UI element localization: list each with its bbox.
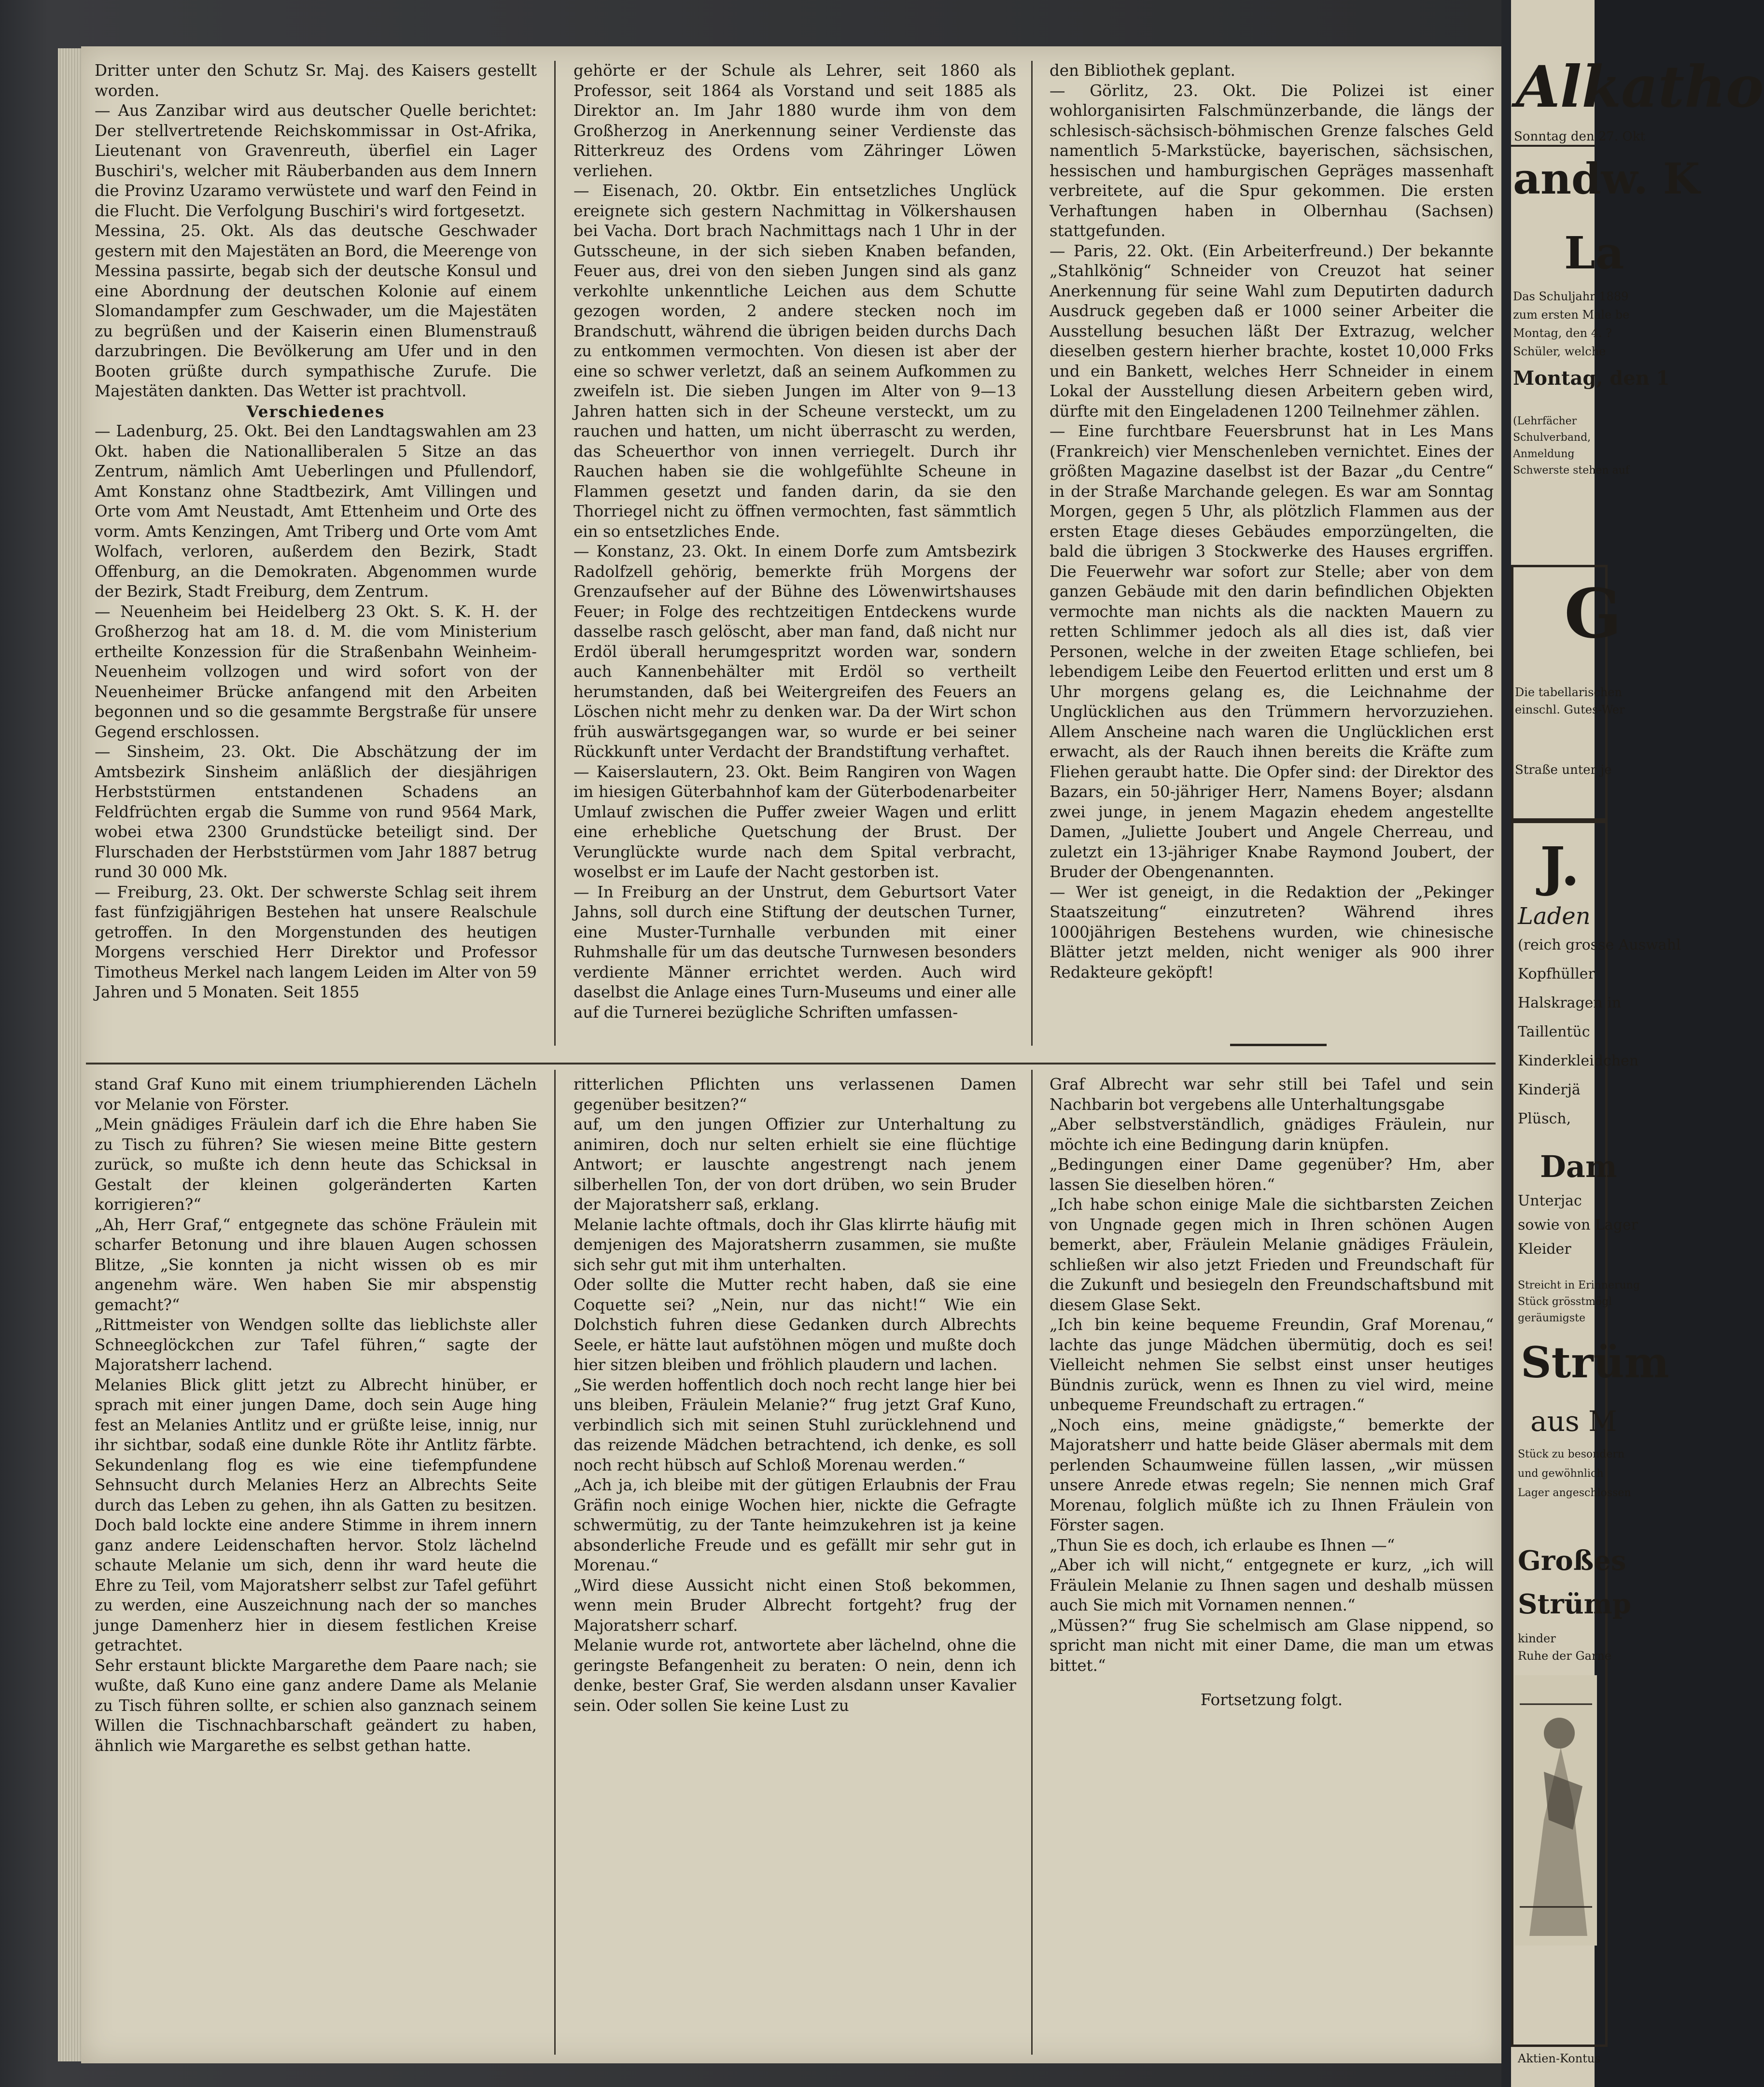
end-rule — [1230, 1044, 1327, 1046]
article-paragraph: „Aber ich will nicht,“ entgegnete er kurz, „ich will Fräulein Melanie zu Ihnen sagen und deshalb müssen auch Sie mich mit Vornamen nennen.“ — [1050, 1556, 1494, 1614]
article-paragraph: Dritter unter den Schutz Sr. Maj. des Kaisers gestellt worden. — [95, 61, 537, 100]
ad-text-line: sowie von Lager — [1518, 1217, 1638, 1233]
column-rule-2 — [1031, 61, 1033, 1046]
adjacent-page-strip — [1511, 0, 1764, 2087]
feuilleton-column-3 — [1050, 1075, 1494, 2055]
article-paragraph: Messina, 25. Okt. Als das deutsche Geschwader gestern mit den Majestäten an Bord, die Meerenge von Messina passirte, begab sich der deutsche Konsul und eine Abordnung der deutschen Kolonie auf einem Slomandampfer zum Geschwader, um die Majestäten zu begrüßen und der Kaiserin einen Blumenstrauß darzubringen. Die Bevölkerung am Ufer und in den Booten grüßte durch sympathische Zurufe. Die Majestäten dankten. Das Wetter ist prachtvoll. — [95, 222, 537, 400]
ad-text-line: Streicht in Erinnerung — [1518, 1279, 1640, 1291]
article-paragraph: Oder sollte die Mutter recht haben, daß sie eine Coquette sei? „Nein, nur das nicht!“ Wie ein Dolchstich fuhren diese Gedanken durch Albrechts Seele, er hätte laut aufstöhnen mögen und mußte doch hier sitzen bleiben und fröhlich plaudern und lachen. — [574, 1275, 1016, 1374]
news-column-2 — [574, 61, 1016, 1036]
ad-text-line: Taillentüc — [1518, 1023, 1590, 1040]
article-paragraph: — In Freiburg an der Unstrut, dem Geburtsort Vater Jahns, soll durch eine Stiftung der deutschen Turner, eine Muster-Turnhalle verbunden mit einer Ruhmshalle für um das deutsche Turnwesen besonders verdiente Männer errichtet werden. Auch wird daselbst die Anlage eines Turn-Museums und einer alle auf die Turnerei bezügliche Schriften umfassen- — [574, 882, 1016, 1022]
article-paragraph: „Rittmeister von Wendgen sollte das lieblichste aller Schneeglöckchen zur Tafel führen,“ sagte der Majoratsherr lachend. — [95, 1316, 537, 1374]
article-paragraph: — Kaiserslautern, 23. Okt. Beim Rangiren von Wagen im hiesigen Güterbahnhof kam der Güterbodenarbeiter Umlauf zwischen die Puffer zweier Wagen und erlitt eine erhebliche Quetschung der Brust. Der Verunglückte wurde nach dem Spital verbracht, woselbst er im Laufe der Nacht gestorben ist. — [574, 762, 1016, 881]
big-letters-la: La — [1564, 227, 1624, 279]
page-stack-edge — [58, 48, 82, 2061]
news-column-3 — [1050, 61, 1494, 1036]
ad-text-line: Schulverband, — [1513, 432, 1591, 444]
ad-text-line: Lager angeschlossen — [1518, 1487, 1631, 1499]
ad-text-line: Halskragen in — [1518, 994, 1622, 1011]
article-paragraph: Melanie lachte oftmals, doch ihr Glas klirrte häufig mit demjenigen des Majoratsherrn zusammen, sie mußte sich sehr gut mit ihm unterhalten. — [574, 1215, 1016, 1274]
column-rule-4 — [1031, 1070, 1033, 2055]
date-line: Sonntag den 27. Okt — [1514, 129, 1645, 144]
continuation-note: Fortsetzung folgt. — [1200, 1691, 1343, 1709]
ad-text-line: Die tabellarischen — [1515, 686, 1622, 699]
article-paragraph: — Freiburg, 23. Okt. Der schwerste Schlag seit ihrem fast fünfzigjährigen Bestehen hat unsere Realschule getroffen. In den Morgenstunden des heutigen Morgens verschied Herr Direktor und Professor Timotheus Merkel nach langem Leiden im Alter von 59 Jahren und 5 Monaten. Seit 1855 — [95, 882, 537, 1001]
street-line: Straße unter je — [1515, 763, 1612, 777]
article-paragraph: — Konstanz, 23. Okt. In einem Dorfe zum Amtsbezirk Radolfzell gehörig, bemerkte früh Morgens der Grenzaufseher auf der Bühne des Löwenwirtshauses Feuer; in Folge des rechtzeitigen Entdeckens wurde dasselbe rasch gelöscht, aber man fand, daß nicht nur Erdöl überall herumgespritzt worden war, sondern auch Kannenbehälter mit Erdöl so vertheilt herumstanden, daß bei Weitergreifen des Feuers an Löschen nicht mehr zu denken war. Da der Wirt schon früh auswärtsgegangen war, so wurde er bei seiner Rückkunft unter Verdacht der Brandstiftung verhaftet. — [574, 542, 1016, 761]
article-paragraph: — Aus Zanzibar wird aus deutscher Quelle berichtet: Der stellvertretende Reichskommissar in Ost-Afrika, Lieutenant von Gravenreuth, überfiel ein Lager Buschiri's, welcher mit Räuberbanden aus dem Innern die Provinz Uzaramo verwüstete und warf den Feind in die Flucht. Die Verfolgung Buschiri's wird fortgesetzt. — [95, 101, 537, 220]
feuilleton-column-1 — [95, 1075, 537, 2055]
article-paragraph: „Müssen?“ frug Sie schelmisch am Glase nippend, so spricht man nicht mit einer Dame, die man um etwas bittet.“ — [1050, 1616, 1494, 1675]
article-paragraph: „Ach ja, ich bleibe mit der gütigen Erlaubnis der Frau Gräfin noch einige Wochen hier, nickte die Gefragte schwermütig, zu der Tante heimzukehren ist ja keine absonderliche Freude und es gefällt mir sehr gut in Morenau.“ — [574, 1476, 1016, 1574]
article-paragraph: den Bibliothek geplant. — [1050, 61, 1235, 80]
article-paragraph: — Görlitz, 23. Okt. Die Polizei ist einer wohlorganisirten Falschmünzerbande, die längs der schlesisch-sächsisch-böhmischen Grenze falsches Geld namentlich 5-Markstücke, bayerischen, sächsischen, hessischen und hamburgischen Gepräges massenhaft verbreitete, auf die Spur gekommen. Die ersten Verhaftungen haben in Olbernhau (Sachsen) stattgefunden. — [1050, 81, 1494, 240]
ad-text-line: Anmeldung — [1513, 448, 1575, 460]
article-paragraph: „Aber selbstverständlich, gnädiges Fräulein, nur möchte ich eine Bedingung darin knüpfen. — [1050, 1115, 1494, 1154]
article-paragraph: — Ladenburg, 25. Okt. Bei den Landtagswahlen am 23 Okt. haben die Nationalliberalen 5 Sitze an das Zentrum, nämlich Amt Ueberlingen und Pfullendorf, Amt Konstanz ohne Stadtbezirk, Amt Villingen und Orte vom Amt Neustadt, Amt Ettenheim und Orte des vorm. Amts Kenzingen, Amt Triberg und Orte vom Amt Wolfach, verloren, außerdem den Bezirk, Stadt Offenburg, an die Demokraten. Abgenommen wurde der Bezirk, Stadt Freiburg, dem Zentrum. — [95, 422, 537, 601]
struem-line: Strüm — [1521, 1337, 1669, 1387]
article-paragraph: Sehr erstaunt blickte Margarethe dem Paare nach; sie wußte, daß Kuno eine ganz andere Dame als Melanie zu Tisch führen sollte, er schien also ganznach seinem Willen die Tischnachbarschaft geändert zu haben, ähnlich wie Margarethe es selbst gethan hatte. — [95, 1656, 537, 1755]
article-paragraph: — Paris, 22. Okt. (Ein Arbeiterfreund.) Der bekannte „Stahlkönig“ Schneider von Creuzot hat seiner Anerkennung für seine Wahl zum Deputirten dadurch Ausdruck gegeben daß er 1000 seiner Arbeiter die Ausstellung besuchen läßt Der Extrazug, welcher dieselben gestern hierher brachte, kostet 10,000 Frks und ein Bankett, welches Herr Schneider in einem Lokal der Ausstellung diesen Arbeitern geben wird, dürfte mit den Eingeladenen 1200 Teilnehmer zählen. — [1050, 241, 1494, 420]
article-paragraph: — Eine furchtbare Feuersbrunst hat in Les Mans (Frankreich) vier Menschenleben vernichtet. Eines der größten Magazine daselbst ist der Bazar „du Centre“ in der Straße Marchande gelegen. Es war am Sonntag Morgen, gegen 5 Uhr, als plötzlich Flammen aus der ersten Etage dieses Gebäudes emporzüngelten, die bald die übrigen 3 Stockwerke des Hauses ergriffen. Die Feuerwehr war sofort zur Stelle; aber von dem ganzen Gebäude mit den darin befindlichen Objekten vermochte man nichts als die nackten Mauern zu retten Schlimmer jedoch als all dies ist, daß vier Personen, welche in der zweiten Etage schliefen, bei lebendigem Leibe den Feuertod erlitten und erst um 8 Uhr morgens gelang es, die Leichnahme der Unglücklichen aus den Trümmern hervorzuziehen. Allem Anscheine nach waren die Unglücklichen erst erwacht, als der Rauch ihnen bereits die Kräfte zum Fliehen geraubt hatte. Die Opfer sind: der Direktor des Bazars, ein 50-jähriger Herr, Namens Boyer; alsdann zwei junge, in jenem Magazin ehedem angestellte Damen, „Juliette Joubert und Angele Cherreau, und zuletzt ein 13-jähriger Knabe Raymond Joubert, der Bruder der Obengenannten. — [1050, 422, 1494, 881]
title-fragment: andw. K — [1513, 154, 1700, 204]
ad-text-line: Unterjac — [1518, 1192, 1582, 1209]
ad-text-line: Schüler, welche — [1513, 345, 1606, 358]
struemp-line: Strümp — [1518, 1588, 1631, 1620]
feuilleton-divider — [86, 1063, 1496, 1065]
ad-text-line: Kopfhüller — [1518, 966, 1595, 982]
article-paragraph: stand Graf Kuno mit einem triumphierenden Lächeln vor Melanie von Förster. — [95, 1075, 537, 1114]
article-paragraph: „Ah, Herr Graf,“ entgegnete das schöne Fräulein mit scharfer Betonung und ihre blauen Augen schossen Blitze, „Sie konnten ja nicht wissen ob es mir angenehm wäre. Wen haben Sie mir abspenstig gemacht?“ — [95, 1215, 537, 1314]
article-paragraph: — Wer ist geneigt, in die Redaktion der „Pekinger Staatszeitung“ einzutreten? Während ihres 1000jährigen Bestehens wurden, wie chinesische Blätter jetzt melden, nicht weniger als 900 ihrer Redakteure geköpft! — [1050, 882, 1494, 981]
grosses-line: Großes — [1518, 1545, 1626, 1577]
aus-line: aus M — [1530, 1405, 1617, 1438]
binding-gap — [1501, 0, 1512, 2087]
advertisement-illustration — [1515, 1675, 1597, 1946]
ad-text-line: einschl. Gutes-Wer — [1515, 703, 1625, 716]
article-paragraph: „Ich habe schon einige Male die sichtbarsten Zeichen von Ungnade gegen mich in Ihren schönen Augen bemerkt, aber, Fräulein Melanie gnädiges Fräulein, schließen wir also jetzt Frieden und Freundschaft für die Zukunft und besiegeln den Freundschaftsbund mit diesem Glase Sekt. — [1050, 1195, 1494, 1314]
ad-text-line: Kleider — [1518, 1241, 1571, 1258]
article-paragraph: „Sie werden hoffentlich doch noch recht lange hier bei uns bleiben, Fräulein Melanie?“ frug jetzt Graf Kuno, verbindlich sich mit seinen Stuhl zurücklehnend und das reizende Mädchen betrachtend, ich denke, es soll noch recht hübsch auf Schloß Morenau werden.“ — [574, 1375, 1016, 1474]
article-paragraph: „Mein gnädiges Fräulein darf ich die Ehre haben Sie zu Tisch zu führen? Sie wiesen meine Bitte gestern zurück, so mußte ich denn heute das Schicksal in Gestalt der kleinen golgeränderten Karten korrigieren?“ — [95, 1115, 537, 1214]
column-rule-3 — [554, 1070, 556, 2055]
article-paragraph: „Thun Sie es doch, ich erlaube es Ihnen —“ — [1050, 1536, 1395, 1555]
section-heading: Verschiedenes — [246, 402, 385, 421]
bottom-line: Aktien-Kontus — [1518, 2052, 1601, 2065]
ad-text-line: Plüsch, — [1518, 1110, 1571, 1127]
ad-text-line: Stück grösstmögl — [1518, 1296, 1612, 1308]
newspaper-page — [81, 46, 1503, 2063]
article-paragraph: „Ich bin keine bequeme Freundin, Graf Morenau,“ lachte das junge Mädchen übermütig, doch es sei! Vielleicht nehmen Sie selbst einst unser heutiges Bündnis zurück, wenn es Ihnen zu viel wird, meine unbequeme Freundschaft zu ertragen.“ — [1050, 1316, 1494, 1414]
ad-text-line: Das Schuljahr 1889 — [1513, 290, 1629, 303]
dam-line: Dam — [1540, 1149, 1617, 1184]
article-paragraph: — Sinsheim, 23. Okt. Die Abschätzung der im Amtsbezirk Sinsheim anläßlich der diesjährigen Herbststürmen entstandenen Schadens an Feldfrüchten ergab die Summe von rund 9564 Mark, wobei etwa 2300 Grundstücke beteiligt sind. Der Flurschaden der Herbststürmen vom Jahr 1887 betrug rund 30 000 Mk. — [95, 742, 537, 881]
article-paragraph: — Eisenach, 20. Oktbr. Ein entsetzliches Unglück ereignete sich gestern Nachmittag in Völkershausen bei Vacha. Dort brach Nachmittags nach 1 Uhr in der Gutsscheune, in der sich sieben Knaben befanden, Feuer aus, drei von den sieben Jungen sind als ganz verkohlte unkenntliche Leichen aus dem Schutte gezogen worden, 2 andere stecken noch im Brandschutt, während die übrigen beiden durchs Dach zu entkommen vermochten. Von diesen ist aber der eine so schwer verletzt, daß an seinem Aufkommen zu zweifeln ist. Die sieben Jungen im Alter von 9—13 Jahren hatten sich in der Scheune versteckt, um zu rauchen und hatten, um nicht überrascht zu werden, das Scheuerthor von innen verriegelt. Durch ihr Rauchen haben sie die wohlgefühlte Scheune in Flammen gesetzt und fanden darin, da sie den Thorriegel nicht zu öffnen vermochten, fast sämmtlich ein so entsetzliches Ende. — [574, 182, 1016, 541]
article-paragraph: „Bedingungen einer Dame gegenüber? Hm, aber lassen Sie dieselben hören.“ — [1050, 1155, 1494, 1194]
big-letter-g: G — [1564, 574, 1622, 654]
column-rule-1 — [554, 61, 556, 1046]
ad-initial: J. — [1540, 835, 1580, 897]
ad-text-line: Kinderkleidchen — [1518, 1052, 1639, 1069]
article-paragraph: Melanies Blick glitt jetzt zu Albrecht hinüber, er sprach mit einer jungen Dame, doch sein Auge hing fest an Melanies Antlitz und er grüßte leise, innig, nur ihr sichtbar, sodaß eine dunkle Röte ihr Antlitz färbte. Sekundenlang flog es wie eine tiefempfundene Sehnsucht durch Melanies Herz an Albrechts Seite durch das Leben zu gehen, ihn als Gatten zu besitzen. Doch bald lockte eine andere Stimme in ihrem innern ganz andere Leidenschaften hervor. Stolz lächelnd schaute Melanie um sich, denn ihr ward heute die Ehre zu Teil, vom Majoratsherr selbst zur Tafel geführt zu werden, eine Auszeichnung nach der so manches junge Damenherz hier in diesem festlichen Kreise getrachtet. — [95, 1375, 537, 1654]
article-paragraph: auf, um den jungen Offizier zur Unterhaltung zu animiren, doch nur selten erhielt sie eine flüchtige Antwort; er lauschte angestrengt nach jenem silberhellen Ton, der von dort drüben, wo sein Bruder der Majoratsherr saß, erklang. — [574, 1115, 1016, 1214]
ad-text-line: Montag, den 4. ? — [1513, 326, 1612, 340]
article-paragraph: ritterlichen Pflichten uns verlassenen Damen gegenüber besitzen?“ — [574, 1075, 1016, 1114]
ad-text-line: (Lehrfächer — [1513, 415, 1577, 427]
feuilleton-column-2 — [574, 1075, 1016, 2055]
article-paragraph: Melanie wurde rot, antwortete aber lächelnd, ohne die geringste Befangenheit zu beraten: O nein, denn ich denke, bester Graf, Sie werden alsdann unser Kavalier sein. Oder sollen Sie keine Lust zu — [574, 1636, 1016, 1715]
ad-text-line: Ruhe der Garne — [1518, 1649, 1612, 1663]
masthead-fragment: Alkatho — [1516, 53, 1764, 120]
montag-line: Montag, den 1 — [1513, 367, 1670, 390]
ad-text-line: zum ersten Male be — [1513, 308, 1630, 322]
news-column-1 — [95, 61, 537, 1036]
ad-text-line: und gewöhnlich — [1518, 1468, 1604, 1480]
ad-text-line: Stück zu besondern — [1518, 1448, 1625, 1460]
ad-text-line: Kinderjä — [1518, 1081, 1581, 1098]
article-paragraph: „Wird diese Aussicht nicht einen Stoß bekommen, wenn mein Bruder Albrecht fortgeht? frug der Majoratsherr scharf. — [574, 1576, 1016, 1635]
ad-text-line: (reich grosse Auswahl — [1518, 937, 1681, 953]
article-paragraph: gehörte er der Schule als Lehrer, seit 1860 als Professor, seit 1864 als Vorstand und seit 1885 als Direktor an. Im Jahr 1880 wurde ihm von dem Großherzog in Anerkennung seiner Verdienste das Ritterkreuz des Ordens vom Zähringer Löwen verliehen. — [574, 61, 1016, 180]
laden-line: Laden — [1518, 903, 1591, 930]
ad-text-line: geräumigste — [1518, 1312, 1586, 1324]
article-paragraph: Graf Albrecht war sehr still bei Tafel und sein Nachbarin bot vergebens alle Unterhaltungsgabe — [1050, 1075, 1494, 1114]
ad-text-line: kinder — [1518, 1632, 1556, 1645]
article-paragraph: „Noch eins, meine gnädigste,“ bemerkte der Majoratsherr und hatte beide Gläser abermals mit dem perlenden Schaumweine füllen lassen, „wir müssen unsere Anrede etwas regeln; Sie nennen mich Graf Morenau, folglich müßte ich zu Ihnen Fräulein von Förster sagen. — [1050, 1415, 1494, 1534]
article-paragraph: — Neuenheim bei Heidelberg 23 Okt. S. K. H. der Großherzog hat am 18. d. M. die vom Ministerium ertheilte Konzession für die Straßenbahn Weinheim-Neuenheim vollzogen und wird sofort von der Neuenheimer Brücke anfangend mit den Arbeiten begonnen und so die gesammte Bergstraße für unsere Gegend erschlossen. — [95, 602, 537, 741]
ad-text-line: Schwerste stehen auf — [1513, 464, 1630, 476]
